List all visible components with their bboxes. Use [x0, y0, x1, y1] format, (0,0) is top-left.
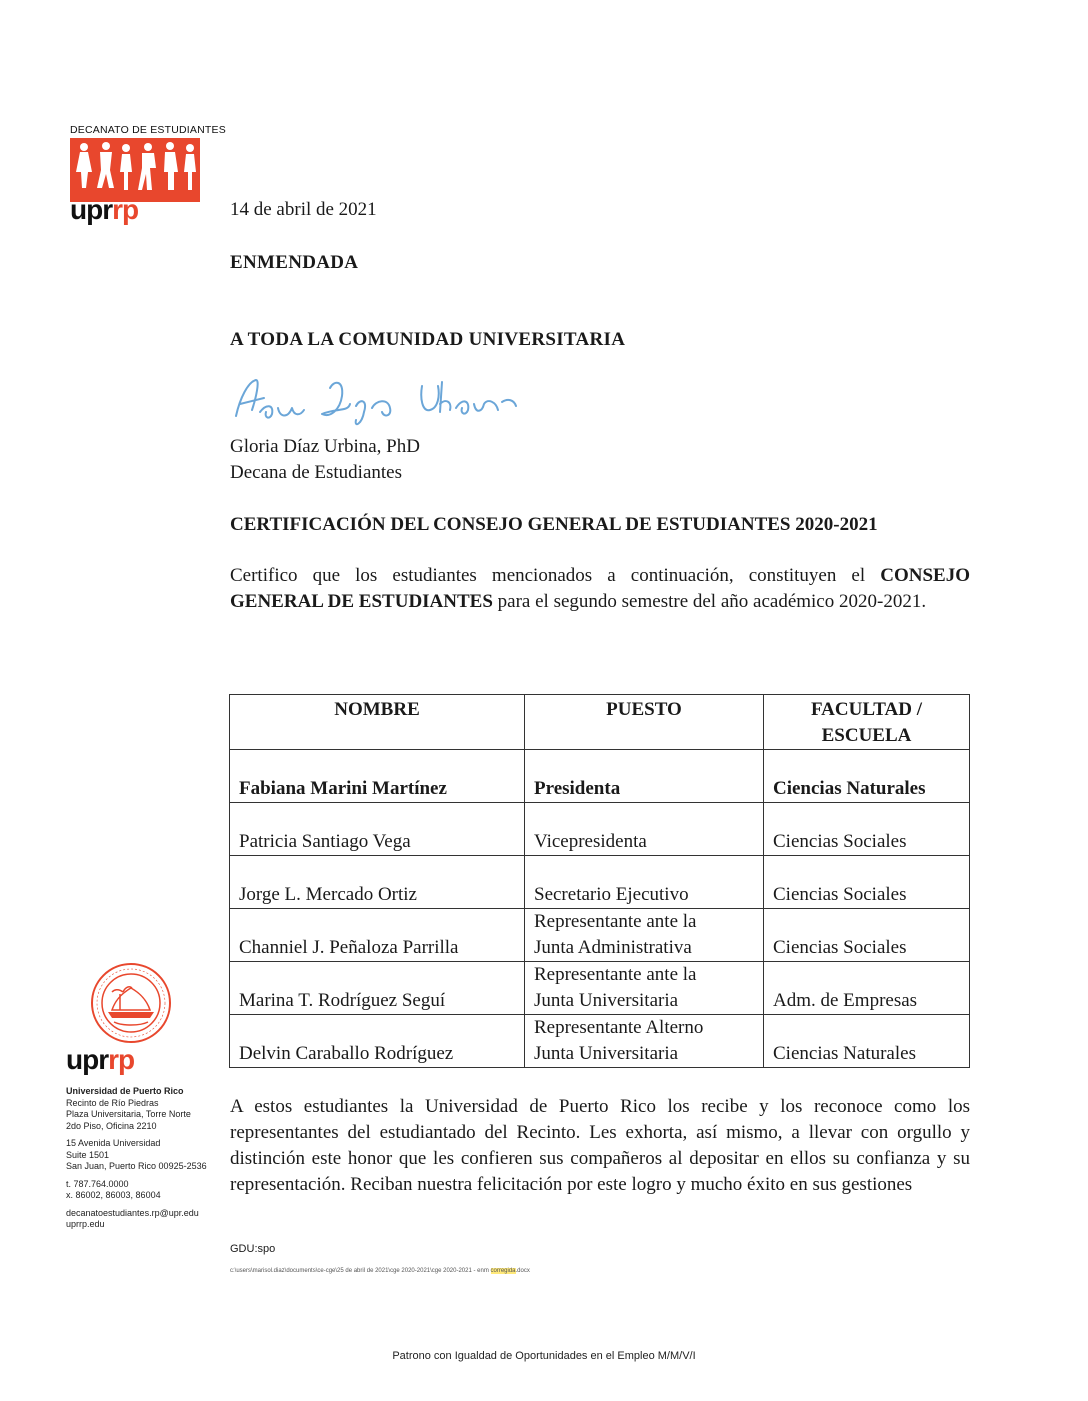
student-council-table [229, 694, 970, 1068]
typist-initials: GDU:spo [230, 1243, 276, 1255]
closing-paragraph: A estos estudiantes la Universidad de Puerto Rico los recibe y los reconoce como los representantes del estudiantado del Recinto. Les exhorta, así mismo, a llevar con orgullo y distinción este honor que les confieren sus compañeros al depositar en ellos su confianza y su representación. Reciban nuestra felicitación por este logro y mucho éxito en sus gestiones [230, 1096, 970, 1195]
member-name: Fabiana Marini Martínez [230, 750, 525, 803]
email-link[interactable]: decanatoestudiantes.rp@upr.edu [66, 1207, 199, 1218]
equal-opportunity-footer: Patrono con Igualdad de Oportunidades en el Empleo M/M/V/I [392, 1350, 696, 1362]
member-name: Jorge L. Mercado Ortiz [230, 856, 525, 909]
phone-extensions: x. 86002, 86003, 86004 [66, 1190, 161, 1200]
column-header-position: PUESTO [525, 695, 764, 750]
member-position: Secretario Ejecutivo [525, 856, 764, 909]
logo-figures-image [70, 138, 200, 202]
handwritten-signature [226, 368, 526, 443]
street-address: 15 Avenida Universidad [66, 1138, 161, 1148]
member-position: Representante ante la Junta Universitaria [525, 962, 764, 1015]
member-faculty: Ciencias Sociales [764, 803, 970, 856]
member-faculty: Ciencias Sociales [764, 856, 970, 909]
member-name: Delvin Caraballo Rodríguez [230, 1015, 525, 1068]
member-position: Presidenta [525, 750, 764, 803]
certification-subject: CERTIFICACIÓN DEL CONSEJO GENERAL DE ESTUDIANTES 2020-2021 [230, 514, 878, 535]
member-position: Representante Alterno Junta Universitaria [525, 1015, 764, 1068]
phone-number: t. 787.764.0000 [66, 1178, 129, 1189]
member-faculty: Ciencias Naturales [764, 750, 970, 803]
table-row [230, 803, 970, 856]
office-location: 2do Piso, Oficina 2210 [66, 1120, 157, 1131]
table-row [230, 1015, 970, 1068]
upr-logo-wordmark-footer: uprrp [66, 1044, 135, 1075]
suite: Suite 1501 [66, 1149, 110, 1160]
sender-title: Decana de Estudiantes [230, 462, 402, 483]
sender-name: Gloria Díaz Urbina, PhD [230, 436, 420, 457]
logo-org-name: DECANATO DE ESTUDIANTES [70, 124, 226, 136]
table-row [230, 856, 970, 909]
table-header-row [230, 695, 970, 750]
member-position: Representante ante la Junta Administrativa [525, 909, 764, 962]
table-row [230, 750, 970, 803]
intro-paragraph: Certifico que los estudiantes mencionados a continuación, constituyen el CONSEJO GENERAL DE ESTUDIANTES para el segundo semestre del año académico 2020-2021. [230, 565, 970, 612]
member-name: Channiel J. Peñaloza Parrilla [230, 909, 525, 962]
campus-name: Recinto de Río Piedras [66, 1097, 159, 1108]
university-name: Universidad de Puerto Rico [66, 1086, 184, 1096]
amended-label: ENMENDADA [230, 252, 359, 273]
upr-logo-wordmark: uprrp [70, 194, 139, 225]
member-position: Vicepresidenta [525, 803, 764, 856]
member-name: Marina T. Rodríguez Seguí [230, 962, 525, 1015]
city-zip: San Juan, Puerto Rico 00925-2536 [66, 1161, 207, 1171]
column-header-faculty: FACULTAD / ESCUELA [764, 695, 970, 750]
table-row [230, 962, 970, 1015]
building-name: Plaza Universitaria, Torre Norte [66, 1109, 191, 1119]
department-logo [62, 124, 226, 225]
table-row [230, 909, 970, 962]
column-header-name: NOMBRE [230, 695, 525, 750]
website-link[interactable]: uprrp.edu [66, 1219, 105, 1229]
letter-date: 14 de abril de 2021 [230, 199, 377, 220]
university-seal-icon [90, 962, 172, 1049]
member-faculty: Ciencias Sociales [764, 909, 970, 962]
contact-address-block [66, 1086, 216, 1237]
file-path-note: c:\users\marisol.diaz\documents\ce-cge\25 de abril de 2021\cge 2020-2021\cge 2020-2021 - enm corregida.docx [230, 1268, 530, 1274]
recipient-line: A TODA LA COMUNIDAD UNIVERSITARIA [230, 329, 626, 350]
member-faculty: Ciencias Naturales [764, 1015, 970, 1068]
member-name: Patricia Santiago Vega [230, 803, 525, 856]
member-faculty: Adm. de Empresas [764, 962, 970, 1015]
